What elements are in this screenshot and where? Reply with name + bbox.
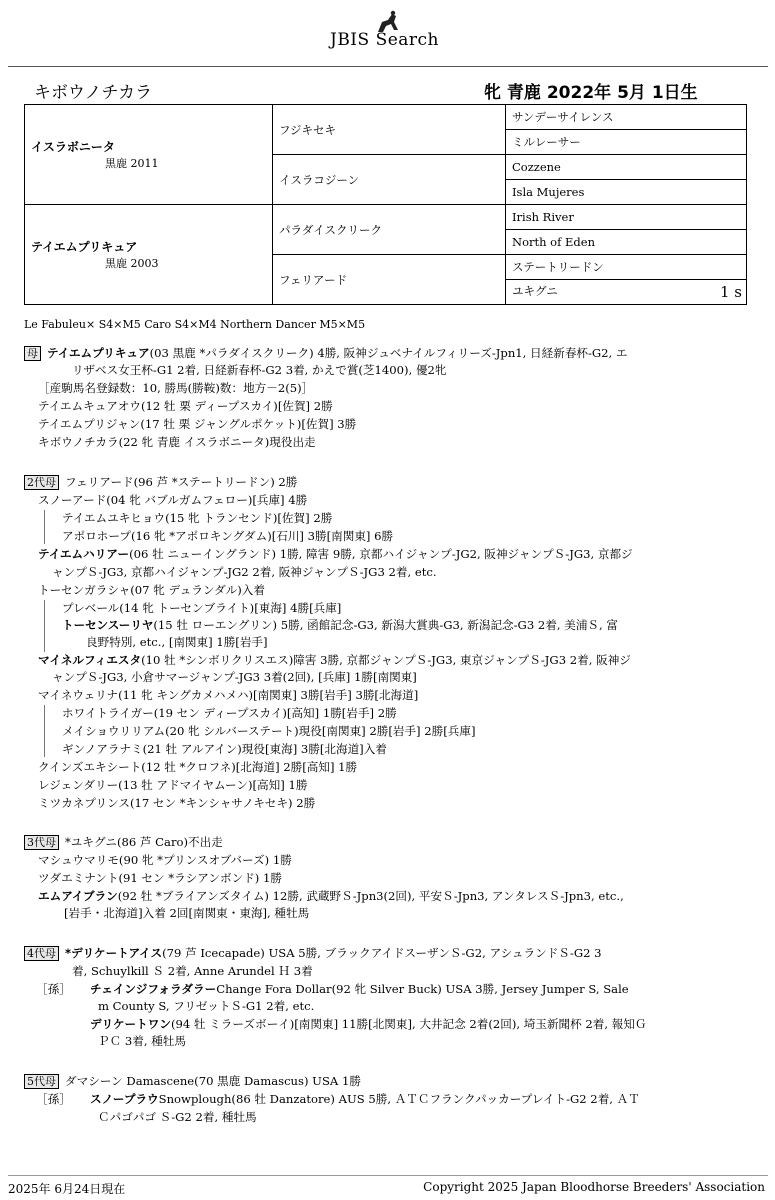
g2-heading-line (24, 474, 297, 491)
gen-label-2: 2代母 (24, 475, 59, 490)
g2-line-8-text: (15 牡 ローエングリン) 5勝, 函館記念-G3, 新潟大賞典-G3, 新潟記念-G3 2着, 美浦Ｓ, 富 (153, 618, 618, 632)
g4-name-3[interactable]: デリケートワン (90, 1017, 171, 1031)
gen-label-1: 母 (24, 346, 41, 361)
gen-label-3: 3代母 (24, 835, 59, 850)
g2-line-11: ャンプＳ-JG3, 小倉サマージャンプ-JG3 3着(2回), [兵庫] 1勝[南関東] (52, 670, 417, 684)
inbreeding-cross: Le Fabuleu× S4×M5 Caro S4×M4 Northern Dancer M5×M5 (24, 318, 366, 331)
dam-dam: フェリアード (273, 255, 506, 305)
inbreeding-mark: 1 s (719, 283, 742, 301)
g2-line-3[interactable]: アポロホープ(16 牝 *アポロキングダム)[石川] 3勝[南関東] 6勝 (62, 529, 394, 543)
g4-line-5 (90, 1016, 647, 1033)
pedigree-table (24, 104, 747, 305)
gen-label-4: 4代母 (24, 946, 59, 961)
g2-line-5: ャンプＳ-JG3, 京都ハイジャンプ-JG2 2着, 阪神ジャンプＳ-JG3 2着, etc. (52, 565, 437, 579)
dam-produce-3[interactable]: キボウノチカラ(22 牝 青鹿 イスラボニータ)現役出走 (38, 435, 316, 449)
dam-cell (25, 205, 273, 305)
ped-dsd: North of Eden (506, 230, 747, 255)
footer-copyright: Copyright 2025 Japan Bloodhorse Breeders' Association (423, 1180, 765, 1194)
dam-record-cont: リザベス女王杯-G1 2着, 日経新春杯-G2 3着, かえで賞(芝1400), 優2牝 (72, 363, 447, 377)
sire-cell (25, 105, 273, 205)
g2-name-2[interactable]: トーセンスーリヤ (62, 618, 154, 632)
g5-line-3: Ｃパゴパゴ Ｓ-G2 2着, 種牡馬 (98, 1110, 257, 1124)
g3-line-3 (38, 888, 624, 905)
ped-sss: サンデーサイレンス (506, 105, 747, 130)
gen-label-5: 5代母 (24, 1074, 59, 1089)
g4-line-1: 着, Schuylkill Ｓ 2着, Anne Arundel Ｈ 3着 (72, 964, 313, 978)
g4-heading-line (24, 945, 602, 962)
dam-record: (03 黒鹿 *パラダイスクリーク) 4勝, 阪神ジュベナイルフィリーズ-Jpn1, 日経新春杯-G2, エ (149, 346, 628, 360)
g2-line-7[interactable]: プレベール(14 牝 トーセンブライト)[東海] 4勝[兵庫] (62, 601, 342, 615)
g5-heading-line (24, 1073, 361, 1090)
dam-produce-summary: ［産駒馬名登録数：10, 勝馬(勝鞍)数：地方－2(5)］ (38, 381, 314, 395)
sire-coat: 黒鹿 2011 (105, 157, 159, 170)
sire-name: イスラボニータ (31, 140, 115, 154)
g5-line-2-text: Snowplough(86 牡 Danzatore) AUS 5勝, ＡＴＣフランクパッカープレイト-G2 2着, ＡＴ (158, 1092, 640, 1106)
ped-ddd: ユキグニ (512, 284, 558, 298)
g4-line-3 (90, 981, 629, 998)
g2-name-1[interactable]: テイエムハリアー (38, 547, 130, 561)
g4-line-5-text: (94 牡 ミラーズボーイ)[南関東] 11勝[北関東], 大井記念 2着(2回), 埼玉新聞杯 2着, 報知Ｇ (170, 1017, 647, 1031)
dam-coat: 黒鹿 2003 (105, 257, 159, 270)
g2-line-17[interactable]: レジェンダリー(13 牡 アドマイヤムーン)[高知] 1勝 (38, 778, 308, 792)
g2-line-12[interactable]: マイネウェリナ(11 牝 キングカメハメハ)[南関東] 3勝[岩手] 3勝[北海道] (38, 688, 419, 702)
dam-heading-line (24, 345, 628, 362)
dam-sire: パラダイスクリーク (273, 205, 506, 255)
sire-dam: イスラコジーン (273, 155, 506, 205)
g4-line-6: ＰＣ 3着, 種牡馬 (98, 1034, 186, 1048)
g3-line-4: [岩手・北海道]入着 2回[南関東・東海], 種牡馬 (64, 906, 310, 920)
g2-line-16[interactable]: クインズエキシート(12 牡 *クロフネ)[北海道] 2勝[高知] 1勝 (38, 760, 358, 774)
dam-name-link[interactable]: テイエムプリキュア (47, 346, 150, 360)
g4-line-3-text: Change Fora Dollar(92 牝 Silver Buck) USA 3勝, Jersey Jumper S, Sale (216, 982, 629, 996)
g2-line-8 (62, 617, 618, 634)
g3-heading-line (24, 834, 223, 851)
dam-produce-1[interactable]: テイエムキュアオウ(12 牡 栗 ディープスカイ)[佐賀] 2勝 (38, 399, 333, 413)
footer-divider (8, 1175, 768, 1176)
g3-line-3-text: (92 牡 *ブライアンズタイム) 12勝, 武蔵野Ｓ-Jpn3(2回), 平安Ｓ-Jpn3, アンタレスＳ-Jpn3, etc., (117, 889, 624, 903)
g2-line-4 (38, 546, 633, 563)
footer-date: 2025年 6月24日現在 (8, 1182, 126, 1196)
g5-dam[interactable]: ダマシーン Damascene(70 黒鹿 Damascus) USA 1勝 (65, 1074, 361, 1088)
g4-line-4: m County S, フリゼットＳ-G1 2着, etc. (98, 999, 315, 1013)
ped-ssd: ミルレーサー (506, 130, 747, 155)
g2-line-13[interactable]: ホワイトライガー(19 セン ディープスカイ)[高知] 1勝[岩手] 2勝 (62, 706, 397, 720)
jbis-logo[interactable] (330, 8, 460, 54)
g4-line-0-text: (79 芦 Icecapade) USA 5勝, ブラックアイドスーザンＳ-G2, アシュランドＳ-G2 3 (162, 946, 602, 960)
horse-name: キボウノチカラ (34, 83, 153, 103)
g2-line-18[interactable]: ミツカネプリンス(17 セン *キンシャサノキセキ) 2勝 (38, 796, 316, 810)
g2-line-9: 良野特別, etc., [南関東] 1勝[岩手] (86, 635, 268, 649)
g4-name-1[interactable]: *デリケートアイス (65, 946, 163, 960)
g2-line-6[interactable]: トーセンガラシャ(07 牝 デュランダル)入着 (38, 583, 265, 597)
g4-name-2[interactable]: チェインジフォラダラー (90, 982, 217, 996)
ped-dds: ステートリードン (506, 255, 747, 280)
tree-bar (44, 705, 45, 757)
g2-line-14[interactable]: メイショウリリアム(20 牝 シルバーステート)現役[南関東] 2勝[岩手] 2勝[兵庫] (62, 724, 476, 738)
g2-name-3[interactable]: マイネルフィエスタ (38, 653, 142, 667)
header-divider (8, 66, 768, 67)
dam-produce-2[interactable]: テイエムプリジャン(17 牡 栗 ジャングルポケット)[佐賀] 3勝 (38, 417, 357, 431)
g3-line-2[interactable]: ツダエミナント(91 セン *ラシアンボンド) 1勝 (38, 871, 282, 885)
g5-line-2 (90, 1091, 640, 1108)
ped-sdd: Isla Mujeres (506, 180, 747, 205)
horse-info: 牝 青鹿 2022年 5月 1日生 (484, 83, 698, 103)
tree-bar (44, 510, 45, 544)
g5-grandchild-label: ［孫］ (36, 1092, 71, 1106)
g2-line-4-text: (06 牡 ニューイングランド) 1勝, 障害 9勝, 京都ハイジャンプ-JG2, 阪神ジャンプＳ-JG3, 京都ジ (129, 547, 633, 561)
g2-line-15[interactable]: ギンノアラナミ(21 牡 アルアイン)現役[東海] 3勝[北海道]入着 (62, 742, 387, 756)
g4-grandchild-label: ［孫］ (36, 982, 71, 996)
g2-dam[interactable]: フェリアード(96 芦 *ステートリードン) 2勝 (65, 475, 298, 489)
g3-name[interactable]: エムアイブラン (38, 889, 118, 903)
ped-ddd-cell (506, 280, 747, 305)
ped-sds: Cozzene (506, 155, 747, 180)
g2-line-10 (38, 652, 631, 669)
g2-line-1[interactable]: スノーアード(04 牝 バブルガムフェロー)[兵庫] 4勝 (38, 493, 308, 507)
dam-name: テイエムプリキュア (31, 240, 138, 254)
g3-dam[interactable]: *ユキグニ(86 芦 Caro)不出走 (65, 835, 223, 849)
ped-dss: Irish River (506, 205, 747, 230)
g2-line-2[interactable]: テイエムユキヒョウ(15 牝 トランセンド)[佐賀] 2勝 (62, 511, 333, 525)
tree-bar (44, 600, 45, 652)
logo-text: JBIS Search (330, 30, 440, 50)
g2-line-10-text: (10 牡 *シンボリクリスエス)障害 3勝, 京都ジャンプＳ-JG3, 東京ジャンプＳ-JG3 2着, 阪神ジ (141, 653, 631, 667)
g3-line-1[interactable]: マシュウマリモ(90 牝 *プリンスオブバーズ) 1勝 (38, 853, 292, 867)
g5-name[interactable]: スノープラウ (90, 1092, 159, 1106)
sire-sire: フジキセキ (273, 105, 506, 155)
